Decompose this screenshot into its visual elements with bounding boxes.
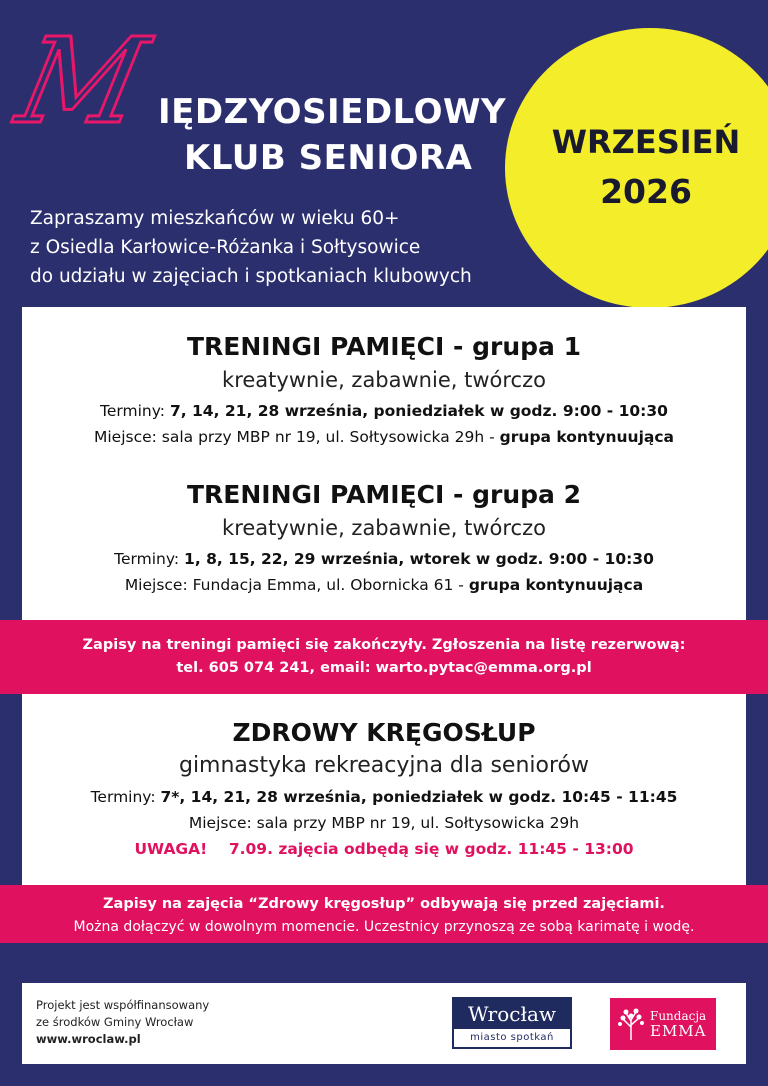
spine-dates	[22, 784, 746, 810]
registration-notice-memory	[0, 620, 768, 694]
group2-dates	[22, 546, 746, 572]
group2-subtitle: kreatywnie, zabawnie, twórczo	[222, 516, 546, 540]
place-note: grupa kontynuująca	[468, 576, 644, 594]
group2-section	[22, 480, 746, 598]
year-label: 2026	[600, 172, 692, 211]
funding-line2: ze środków Gminy Wrocław	[36, 1015, 194, 1029]
spine-warning	[22, 836, 746, 862]
place-note: grupa kontynuująca	[499, 428, 675, 446]
group1-place	[22, 424, 746, 450]
dates-label: Terminy:	[114, 550, 185, 568]
intro-line: z Osiedla Karłowice-Różanka i Sołtysowice	[30, 237, 421, 258]
website-link[interactable]: www.wroclaw.pl	[36, 1032, 141, 1046]
group2-title: TRENINGI PAMIĘCI - grupa 2	[186, 480, 581, 509]
group2-place	[22, 572, 746, 598]
intro-text	[30, 204, 472, 291]
spine-subtitle: gimnastyka rekreacyjna dla seniorów	[178, 753, 589, 778]
group1-title: TRENINGI PAMIĘCI - grupa 1	[186, 332, 581, 361]
warning-text: 7.09. zajęcia odbędą się w godz. 11:45 - 13:00	[228, 840, 634, 858]
spine-place: Miejsce: sala przy MBP nr 19, ul. Sołtysowicka 29h	[188, 814, 580, 832]
emma-logo-line2: EMMA	[650, 1022, 707, 1040]
registration-notice-spine	[0, 885, 768, 943]
club-title-line2: KLUB SENIORA	[184, 138, 473, 178]
spine-section	[22, 718, 746, 862]
dates-label: Terminy:	[100, 402, 170, 420]
place-label: Miejsce: sala przy MBP nr 19, ul. Sołtysowicka 29h -	[93, 428, 500, 446]
club-title-line1: IĘDZYOSIEDLOWY	[158, 92, 507, 132]
dates-value: 1, 8, 15, 22, 29 września, wtorek w godz. 9:00 - 10:30	[184, 550, 654, 568]
header	[0, 0, 768, 310]
funding-line1: Projekt jest współfinansowany	[36, 998, 210, 1012]
notice2-line2: Można dołączyć w dowolnym momencie. Uczestnicy przynoszą ze sobą karimatę i wodę.	[73, 919, 695, 935]
tree-icon	[616, 1007, 646, 1041]
spine-title: ZDROWY KRĘGOSŁUP	[232, 718, 536, 747]
dates-label: Terminy:	[90, 788, 161, 806]
notice1-line1: Zapisy na treningi pamięci się zakończyły. Zgłoszenia na listę rezerwową:	[82, 637, 686, 653]
emma-logo-line1: Fundacja	[650, 1009, 707, 1023]
wroclaw-logo-title: Wrocław	[454, 999, 570, 1029]
funding-text	[36, 997, 209, 1048]
group1-subtitle: kreatywnie, zabawnie, twórczo	[222, 368, 546, 392]
group1-dates	[22, 398, 746, 424]
emma-logo-text	[650, 1009, 707, 1039]
place-label: Miejsce: Fundacja Emma, ul. Obornicka 61 -	[124, 576, 469, 594]
wroclaw-logo	[452, 997, 572, 1049]
notice1-line2: tel. 605 074 241, email: warto.pytac@emma.org.pl	[176, 660, 592, 676]
intro-line: do udziału w zajęciach i spotkaniach klubowych	[30, 266, 472, 287]
emma-logo	[610, 998, 716, 1050]
footer	[22, 983, 746, 1064]
group1-section	[22, 332, 746, 450]
wroclaw-logo-tagline: miasto spotkań	[470, 1032, 554, 1043]
intro-line: Zapraszamy mieszkańców w wieku 60+	[30, 208, 400, 229]
dates-value: 7*, 14, 21, 28 września, poniedziałek w godz. 10:45 - 11:45	[160, 788, 678, 806]
warning-label: UWAGA!	[134, 840, 208, 858]
month-label: WRZESIEŃ	[551, 123, 741, 161]
logo-m: M	[7, 12, 158, 150]
date-circle	[505, 28, 768, 308]
notice2-line1: Zapisy na zajęcia “Zdrowy kręgosłup” odbywają się przed zajęciami.	[103, 896, 665, 912]
dates-value: 7, 14, 21, 28 września, poniedziałek w godz. 9:00 - 10:30	[169, 402, 668, 420]
